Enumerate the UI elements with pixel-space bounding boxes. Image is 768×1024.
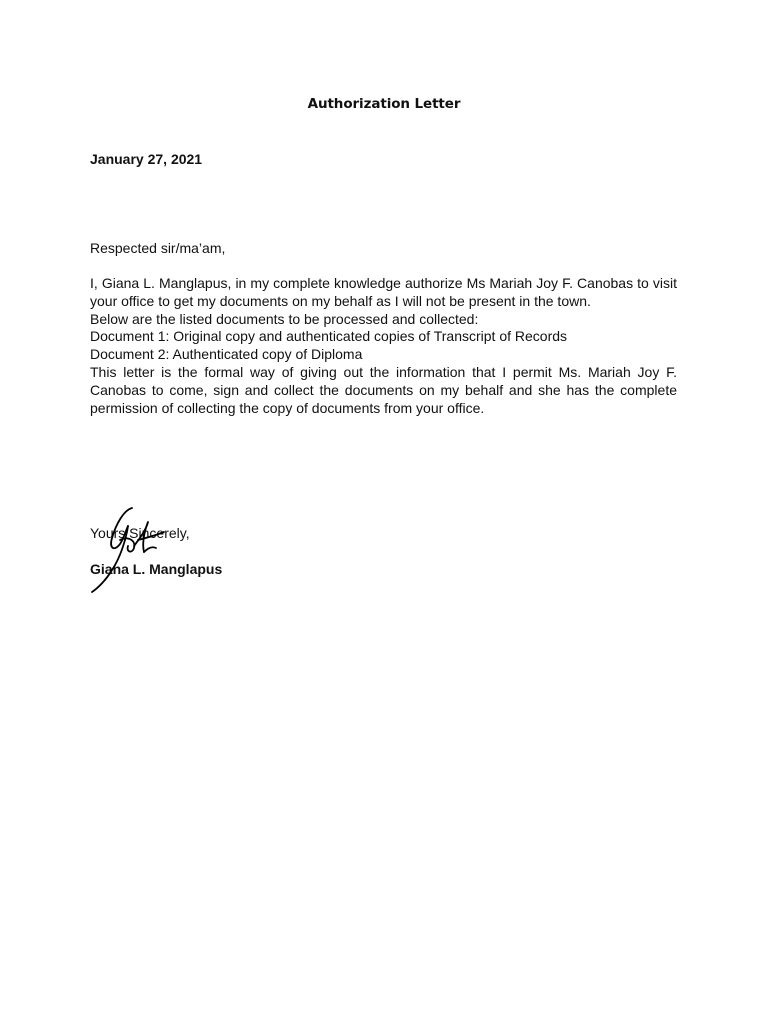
authorization-paragraph: I, Giana L. Manglapus, in my complete knowledge authorize Ms Mariah Joy F. Canobas to visit your office to get my documents on my behalf as I will not be present in the town.: [90, 275, 677, 309]
salutation: Respected sir/ma’am,: [90, 240, 226, 256]
letter-date: January 27, 2021: [90, 151, 203, 167]
signer-name: Giana L. Manglapus: [90, 561, 223, 577]
permission-paragraph: This letter is the formal way of giving out the information that I permit Ms. Mariah Joy F. Canobas to come, sign and collect the documents on my behalf and she has the complete permission of collecting the copy of documents from your office.: [90, 363, 677, 416]
handwritten-signature: [84, 500, 174, 596]
document-item: Document 1: Original copy and authenticated copies of Transcript of Records: [90, 328, 568, 345]
documents-list-intro: Below are the listed documents to be processed and collected:: [90, 310, 479, 327]
letter-body: [90, 275, 677, 417]
document-item: Document 2: Authenticated copy of Diploma: [90, 346, 363, 363]
letter-title: Authorization Letter: [307, 96, 461, 112]
closing-line: Yours Sincerely,: [90, 525, 190, 541]
